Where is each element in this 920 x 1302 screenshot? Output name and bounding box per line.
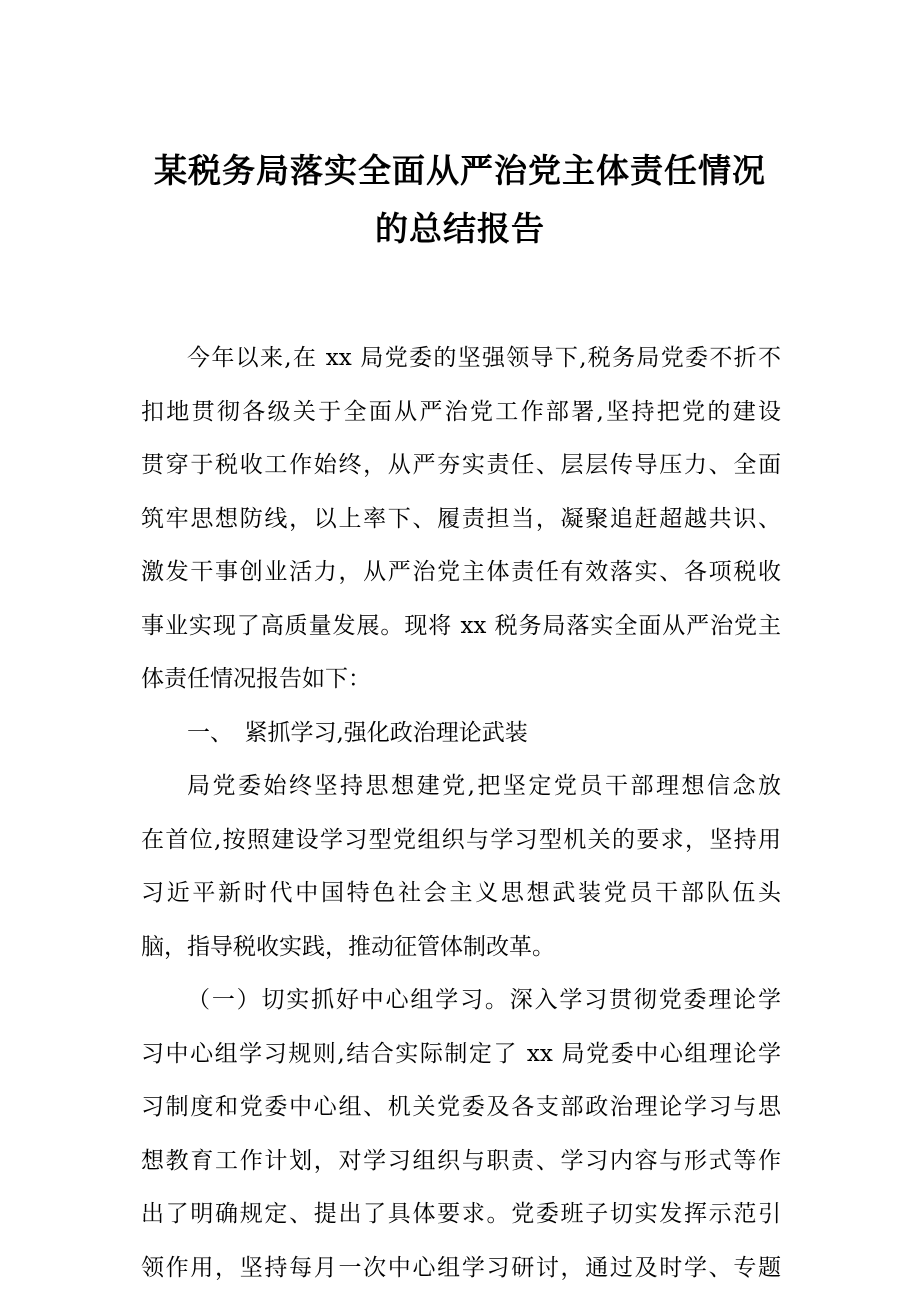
paragraph-line: 局党委始终坚持思想建党,把坚定党员干部理想信念放 [187,773,781,799]
paragraph-line: 扣地贯彻各级关于全面从严治党工作部署,坚持把党的建设 [141,398,781,425]
document-body [141,332,781,1295]
paragraph-line: 习近平新时代中国特色社会主义思想武装党员干部队伍头 [141,880,781,906]
paragraph-line: 今年以来,在 xx 局党委的坚强领导下,税务局党委不折不 [187,345,781,371]
paragraph-line: （一）切实抓好中心组学习。深入学习贯彻党委理论学 [187,987,781,1013]
paragraph-line: 脑，指导税收实践，推动征管体制改革。 [141,933,555,960]
paragraph-line: 事业实现了高质量发展。现将 xx 税务局落实全面从严治党主 [141,612,781,639]
paragraph-line: 体责任情况报告如下： [141,666,371,692]
paragraph-line: 在首位,按照建设学习型党组织与学习型机关的要求，坚持用 [141,826,781,853]
paragraph-line: 激发干事创业活力，从严治党主体责任有效落实、各项税收 [141,559,781,585]
paragraph-line: 贯穿于税收工作始终，从严夯实责任、层层传导压力、全面 [141,452,781,478]
document-title-line-1: 某税务局落实全面从严治党主体责任情况 [154,151,766,190]
paragraph-line: 习制度和党委中心组、机关党委及各支部政治理论学习与思 [141,1094,781,1120]
paragraph-line: 想教育工作计划，对学习组织与职责、学习内容与形式等作 [141,1147,781,1174]
section-heading: 一、 紧抓学习,强化政治理论武装 [187,719,528,746]
paragraph-line: 习中心组学习规则,结合实际制定了 xx 局党委中心组理论学 [141,1040,781,1067]
paragraph-line: 筑牢思想防线，以上率下、履责担当，凝聚追赶超越共识、 [141,505,781,532]
paragraph-line: 出了明确规定、提出了具体要求。党委班子切实发挥示范引 [141,1201,781,1227]
document-title-line-2: 的总结报告 [375,209,545,248]
paragraph-line: 领作用，坚持每月一次中心组学习研讨，通过及时学、专题 [141,1254,781,1281]
